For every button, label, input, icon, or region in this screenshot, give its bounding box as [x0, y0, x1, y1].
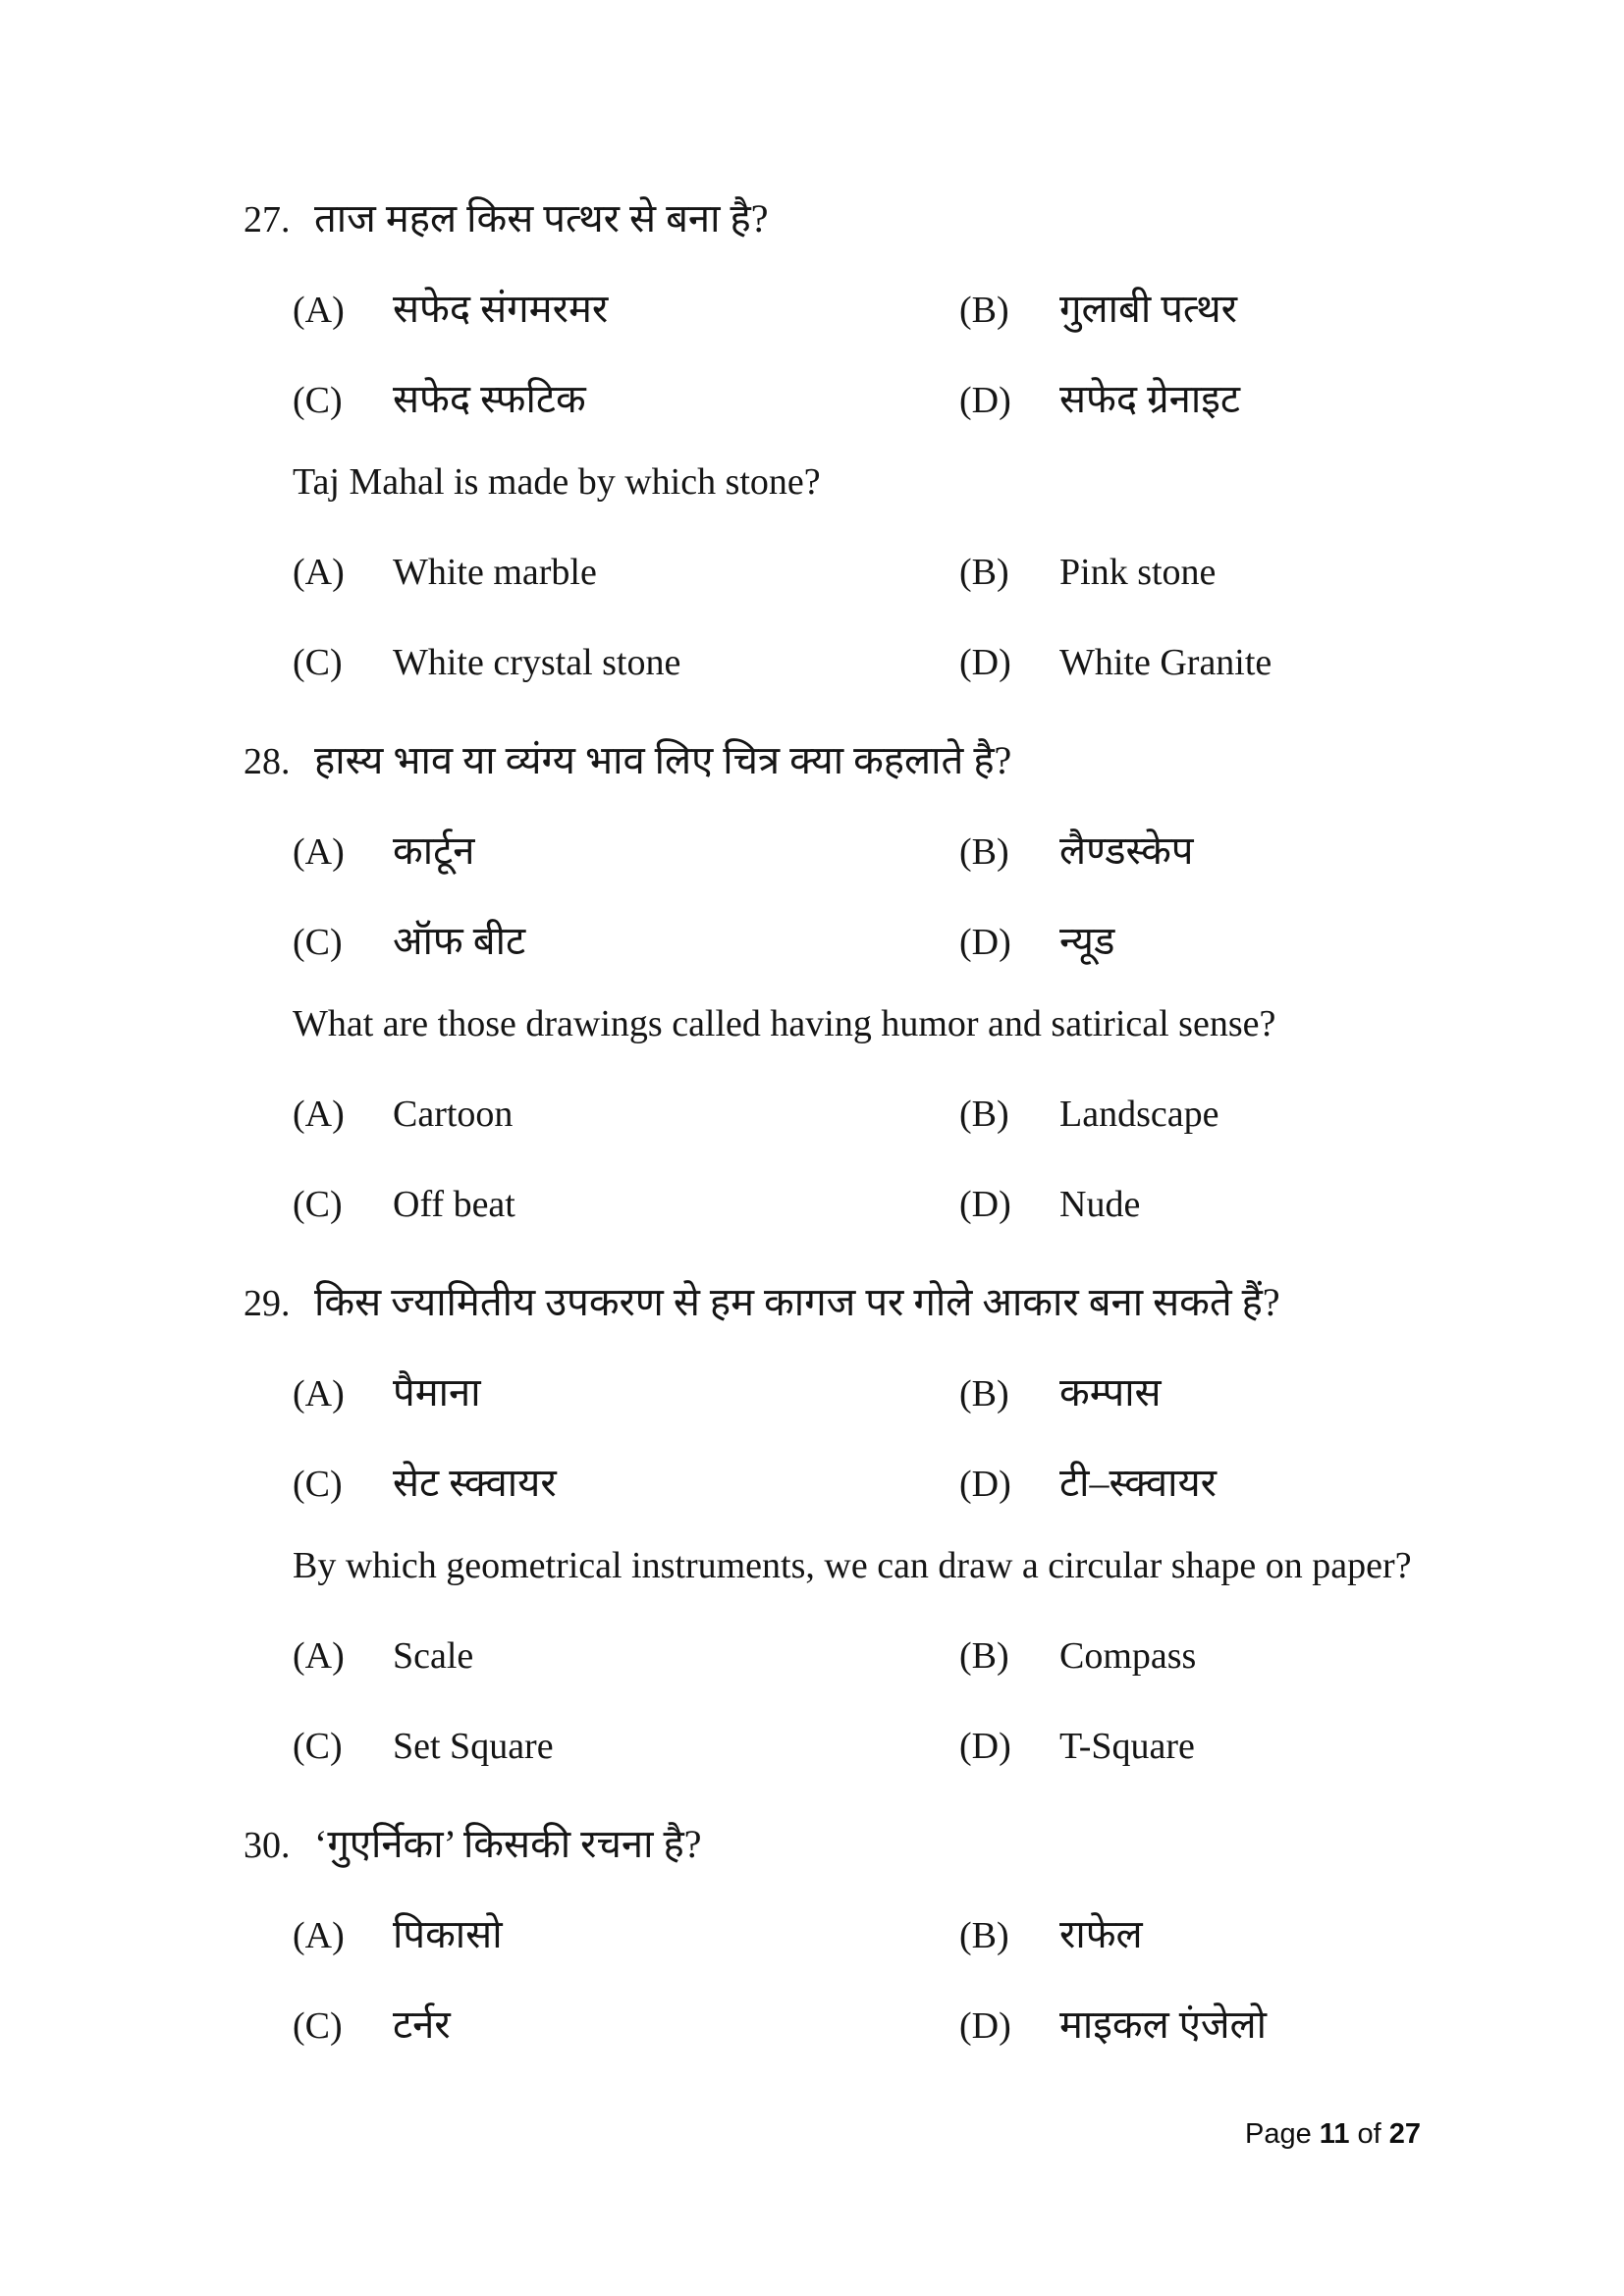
- option-label: (A): [293, 1094, 345, 1135]
- option-27-d-english: [959, 641, 1272, 731]
- option-text: न्यूड: [1059, 919, 1115, 963]
- option-label: (B): [959, 1635, 1009, 1677]
- option-label: (B): [959, 831, 1009, 873]
- options-row: [0, 641, 1624, 731]
- option-label: (B): [959, 290, 1009, 331]
- option-label: (B): [959, 1915, 1009, 1956]
- question-number: 29.: [244, 1283, 291, 1324]
- option-28-a-hindi: [293, 822, 959, 912]
- options-row: [0, 280, 1624, 370]
- option-27-c-english: [293, 641, 959, 731]
- options-row: [0, 1454, 1624, 1544]
- option-28-b-hindi: [959, 822, 1194, 912]
- option-text: White crystal stone: [393, 642, 681, 683]
- option-27-b-english: [959, 551, 1216, 641]
- question-text-hindi: ताज महल किस पत्थर से बना है?: [314, 196, 769, 240]
- page-number-footer: [1245, 2118, 1421, 2151]
- option-28-a-english: [293, 1093, 959, 1183]
- question-28-hindi-line: [0, 731, 1624, 822]
- question-29-hindi-line: [0, 1273, 1624, 1363]
- question-number: 27.: [244, 199, 291, 240]
- option-text: Off beat: [393, 1184, 515, 1225]
- option-29-b-english: [959, 1634, 1196, 1725]
- option-label: (C): [293, 922, 343, 963]
- question-27-hindi-line: [0, 189, 1624, 280]
- option-label: (C): [293, 1726, 343, 1767]
- option-text: Scale: [393, 1635, 474, 1677]
- options-row: [0, 912, 1624, 1002]
- question-text-hindi: ‘गुएर्निका’ किसकी रचना है?: [314, 1822, 702, 1866]
- option-text: पैमाना: [393, 1370, 481, 1415]
- option-28-c-hindi: [293, 912, 959, 1002]
- options-row: [0, 1996, 1624, 2086]
- option-text: माइकल एंजेलो: [1059, 2002, 1268, 2047]
- option-28-d-english: [959, 1183, 1140, 1273]
- option-label: (B): [959, 1094, 1009, 1135]
- option-text: White marble: [393, 552, 597, 593]
- option-label: (D): [959, 1464, 1011, 1505]
- option-label: (C): [293, 380, 343, 421]
- option-30-c-hindi: [293, 1996, 959, 2086]
- option-label: (A): [293, 831, 345, 873]
- option-30-a-hindi: [293, 1905, 959, 1996]
- option-text: पिकासो: [393, 1912, 503, 1956]
- option-label: (A): [293, 1915, 345, 1956]
- question-text-hindi: हास्य भाव या व्यंग्य भाव लिए चित्र क्या कहलाते है?: [314, 738, 1012, 782]
- option-label: (D): [959, 1184, 1011, 1225]
- option-text: राफेल: [1059, 1912, 1143, 1956]
- option-29-b-hindi: [959, 1363, 1162, 1454]
- option-29-a-hindi: [293, 1363, 959, 1454]
- option-label: (D): [959, 642, 1011, 683]
- options-row: [0, 1905, 1624, 1996]
- option-label: (D): [959, 922, 1011, 963]
- option-text: सफेद ग्रेनाइट: [1059, 377, 1241, 421]
- option-29-a-english: [293, 1634, 959, 1725]
- option-label: (D): [959, 1726, 1011, 1767]
- question-text-english: Taj Mahal is made by which stone?: [293, 461, 821, 503]
- option-text: Nude: [1059, 1184, 1141, 1225]
- question-29: [0, 1273, 1624, 1815]
- option-text: गुलाबी पत्थर: [1059, 287, 1237, 331]
- option-text: लैण्डस्केप: [1059, 828, 1194, 873]
- footer-total-pages: 27: [1388, 2118, 1422, 2150]
- option-27-a-english: [293, 551, 959, 641]
- option-label: (C): [293, 2005, 343, 2047]
- option-28-d-hindi: [959, 912, 1114, 1002]
- options-row: [0, 370, 1624, 460]
- options-row: [0, 1725, 1624, 1815]
- footer-page-word: Page: [1245, 2118, 1312, 2150]
- option-text: Cartoon: [393, 1094, 514, 1135]
- option-27-b-hindi: [959, 280, 1237, 370]
- option-label: (A): [293, 1635, 345, 1677]
- option-27-d-hindi: [959, 370, 1240, 460]
- option-label: (D): [959, 380, 1011, 421]
- option-label: (D): [959, 2005, 1011, 2047]
- option-label: (B): [959, 1373, 1009, 1415]
- footer-of-word: of: [1357, 2118, 1381, 2150]
- question-30: [0, 1815, 1624, 2086]
- option-text: सफेद स्फटिक: [393, 377, 586, 421]
- option-text: Set Square: [393, 1726, 554, 1767]
- option-text: Pink stone: [1059, 552, 1217, 593]
- footer-current-page: 11: [1319, 2118, 1350, 2150]
- option-label: (C): [293, 642, 343, 683]
- option-text: T-Square: [1059, 1726, 1195, 1767]
- option-27-a-hindi: [293, 280, 959, 370]
- option-label: (B): [959, 552, 1009, 593]
- option-text: Compass: [1059, 1635, 1197, 1677]
- option-28-c-english: [293, 1183, 959, 1273]
- option-text: सेट स्क्वायर: [393, 1461, 557, 1505]
- option-label: (C): [293, 1184, 343, 1225]
- option-29-d-hindi: [959, 1454, 1217, 1544]
- question-27: [0, 189, 1624, 731]
- question-28: [0, 731, 1624, 1273]
- option-28-b-english: [959, 1093, 1218, 1183]
- option-text: सफेद संगमरमर: [393, 287, 609, 331]
- option-29-d-english: [959, 1725, 1195, 1815]
- option-27-c-hindi: [293, 370, 959, 460]
- question-number: 28.: [244, 741, 291, 782]
- options-row: [0, 551, 1624, 641]
- option-label: (A): [293, 552, 345, 593]
- option-text: कार्टून: [393, 828, 475, 873]
- question-30-hindi-line: [0, 1815, 1624, 1905]
- options-row: [0, 1093, 1624, 1183]
- option-30-b-hindi: [959, 1905, 1143, 1996]
- option-29-c-hindi: [293, 1454, 959, 1544]
- question-number: 30.: [244, 1825, 291, 1866]
- option-30-d-hindi: [959, 1996, 1267, 2086]
- options-row: [0, 1634, 1624, 1725]
- option-text: टी–स्क्वायर: [1059, 1461, 1218, 1505]
- question-text-english: By which geometrical instruments, we can draw a circular shape on paper?: [293, 1545, 1412, 1586]
- option-text: Landscape: [1059, 1094, 1219, 1135]
- options-row: [0, 1183, 1624, 1273]
- option-29-c-english: [293, 1725, 959, 1815]
- question-text-hindi: किस ज्यामितीय उपकरण से हम कागज पर गोले आकार बना सकते हैं?: [314, 1280, 1280, 1324]
- option-text: ऑफ बीट: [393, 919, 526, 963]
- option-text: White Granite: [1059, 642, 1272, 683]
- question-text-english: What are those drawings called having humor and satirical sense?: [293, 1003, 1276, 1044]
- option-text: कम्पास: [1059, 1370, 1162, 1415]
- option-text: टर्नर: [393, 2002, 451, 2047]
- option-label: (A): [293, 290, 345, 331]
- options-row: [0, 1363, 1624, 1454]
- option-label: (A): [293, 1373, 345, 1415]
- options-row: [0, 822, 1624, 912]
- option-label: (C): [293, 1464, 343, 1505]
